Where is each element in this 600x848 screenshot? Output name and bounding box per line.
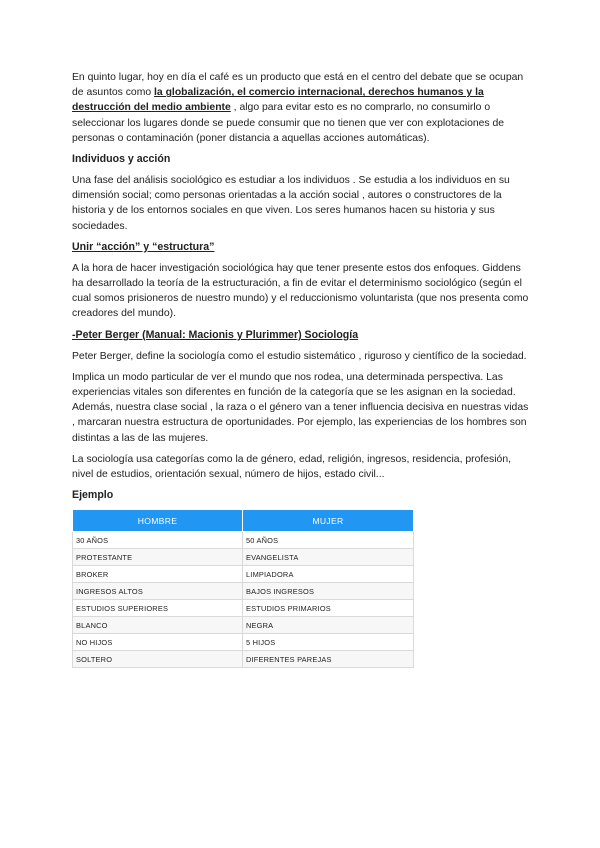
heading-ejemplo: Ejemplo <box>72 489 114 502</box>
table-row <box>73 617 414 634</box>
table-cell: BLANCO <box>73 617 243 634</box>
paragraph-cafe <box>72 70 530 146</box>
paragraph-berger-2: Implica un modo particular de ver el mundo que nos rodea, una determinada perspectiva. Las experiencias vitales son diferentes en función de la categoría que se les asignan en la sociedad. Además, nuestra clase social , la raza o el género van a tener influencia decisiva en nuestras vidas , marcaran nuestra estructura de oportunidades. Por ejemplo, las experiencias de los hombres son distintas a las de las mujeres. <box>72 371 529 444</box>
heading-berger: -Peter Berger (Manual: Macionis y Plurimmer) Sociología <box>72 328 359 341</box>
table-cell: NO HIJOS <box>73 634 243 651</box>
table-cell: DIFERENTES PAREJAS <box>243 651 414 668</box>
table-cell: SOLTERO <box>73 651 243 668</box>
table-cell: ESTUDIOS SUPERIORES <box>73 600 243 617</box>
document-body <box>72 70 530 668</box>
paragraph-cafe-text-start: En quinto lugar, hoy en día el café es un producto que está en el centro del debate que se ocupan de asuntos como <box>72 72 524 99</box>
paragraph-unir: A la hora de hacer investigación sociológica hay que tener presente estos dos enfoques. Giddens ha desarrollado la teoría de la estructuración, a fin de evitar el determinismo sociológico (según el cual somos prisioneros de nuestro mundo) y el reduccionismo voluntarista (que nos presenta como creadores del mundo). <box>72 262 529 320</box>
table-header-row <box>73 510 414 532</box>
table-cell: NEGRA <box>243 617 414 634</box>
heading-individuos: Individuos y acción <box>72 153 171 166</box>
paragraph-cafe-emphasis: la globalización, el comercio internacional, derechos humanos y la destrucción del medio ambiente <box>72 87 484 114</box>
table-row <box>73 600 414 617</box>
paragraph-cafe-text-end: , algo para evitar esto es no comprarlo, no consumirlo o seleccionar los lugares donde se puede consumir que no tienen que ver con explotaciones de personas o contaminación (poner distancia a aquellas acciones automáticas). <box>72 102 505 144</box>
column-header-mujer: MUJER <box>243 510 414 532</box>
table-row <box>73 549 414 566</box>
heading-unir: Unir “acción” y “estructura” <box>72 240 215 253</box>
table-row <box>73 583 414 600</box>
table-cell: BAJOS INGRESOS <box>243 583 414 600</box>
paragraph-berger-3: La sociología usa categorías como la de género, edad, religión, ingresos, residencia, profesión, nivel de estudios, orientación sexual, número de hijos, estado civil... <box>72 453 511 481</box>
table-row <box>73 651 414 668</box>
table-cell: INGRESOS ALTOS <box>73 583 243 600</box>
table-cell: LIMPIADORA <box>243 566 414 583</box>
table-row <box>73 634 414 651</box>
table-row <box>73 532 414 549</box>
paragraph-individuos: Una fase del análisis sociológico es estudiar a los individuos . Se estudia a los individuos en su dimensión social; como personas orientadas a la acción social , autores o constructores de la historia y de los entornos sociales en que viven. Los seres humanos hacen su historia y sus sociedades. <box>72 175 510 232</box>
table-cell: 5 HIJOS <box>243 634 414 651</box>
table-row <box>73 566 414 583</box>
table-cell: ESTUDIOS PRIMARIOS <box>243 600 414 617</box>
table-cell: 30 AÑOS <box>73 532 243 549</box>
table-cell: PROTESTANTE <box>73 549 243 566</box>
paragraph-berger-1: Peter Berger, define la sociología como el estudio sistemático , riguroso y científico de la sociedad. <box>72 350 527 362</box>
table-cell: BROKER <box>73 566 243 583</box>
table-cell: EVANGELISTA <box>243 549 414 566</box>
example-table <box>72 509 414 668</box>
column-header-hombre: HOMBRE <box>73 510 243 532</box>
table-cell: 50 AÑOS <box>243 532 414 549</box>
